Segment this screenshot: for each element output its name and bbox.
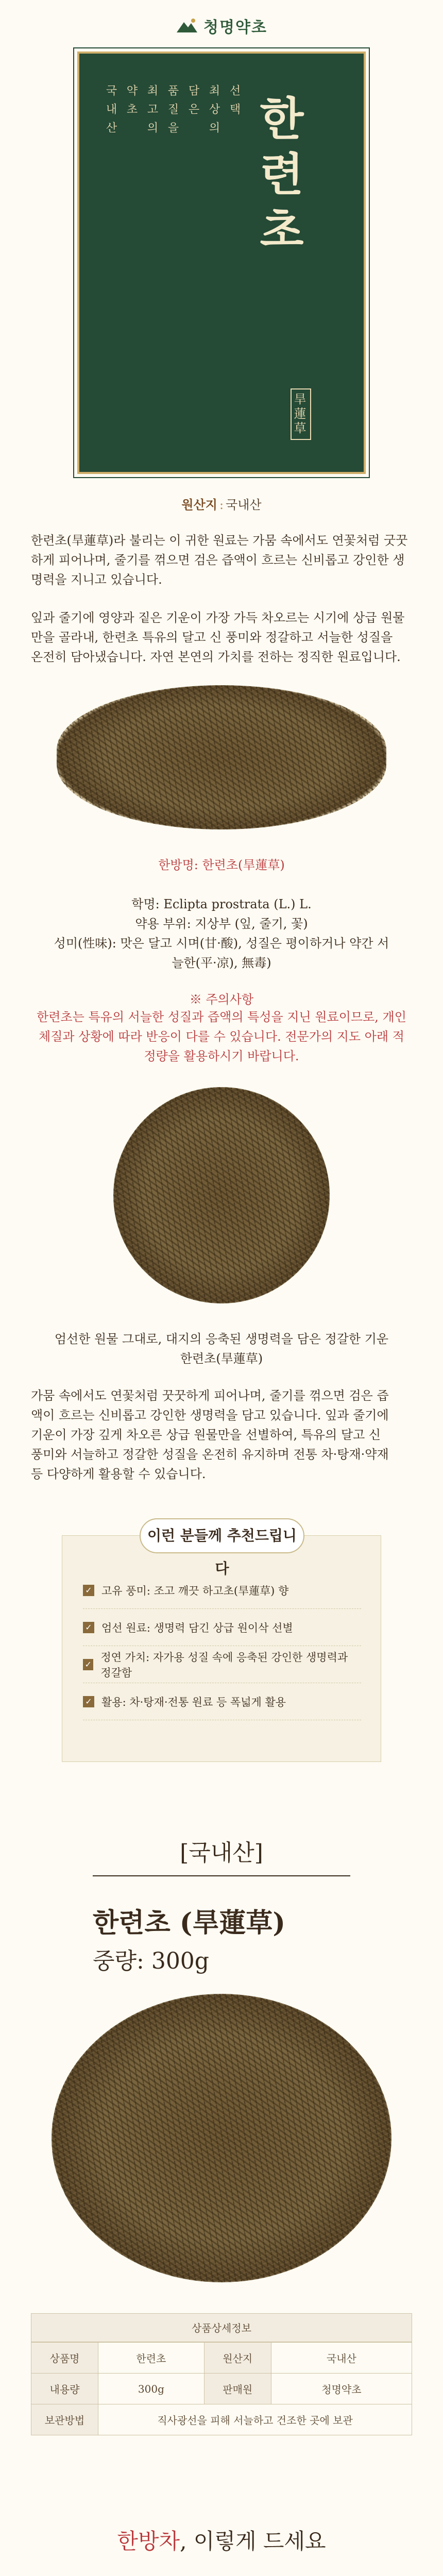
recommend-item xyxy=(83,1572,361,1609)
recommend-list xyxy=(83,1572,361,1720)
table-value: 300g xyxy=(98,2374,205,2404)
recommend-item xyxy=(83,1609,361,1646)
hero-column-5: 담은 xyxy=(186,84,199,122)
caution-note-title: ※ 주의사항 xyxy=(189,992,254,1007)
herb-spec-line: 학명: Eclipta prostrata (L.) L. xyxy=(131,897,312,911)
herb-spec-line: 늘한(平·凉), 無毒) xyxy=(172,956,271,970)
recommend-item-text: 고유 풍미: 조고 깨끗 하고초(旱蓮草) 향 xyxy=(101,1584,289,1597)
mountain-logo-icon xyxy=(176,17,198,35)
origin-value: 국내산 xyxy=(226,498,262,512)
check-icon: ✓ xyxy=(83,1696,94,1707)
table-label: 내용량 xyxy=(31,2374,98,2404)
caution-note-line: 한련초는 특유의 서늘한 성질과 즙액의 특성을 지닌 원료이므로, 개인 xyxy=(37,1010,406,1024)
table-label: 원산지 xyxy=(204,2343,271,2374)
story-line: 풍미와 서늘하고 정갈한 성질을 온전히 유지하며 전통 차·탕재·약재 xyxy=(31,1447,389,1462)
herb-spec-line: 성미(性味): 맛은 달고 시며(甘·酸), 성질은 평이하거나 약간 서 xyxy=(54,936,389,951)
intro-line: 한련초(旱蓮草)라 불리는 이 귀한 원료는 가뭄 속에서도 연꽃처럼 굿꿋 xyxy=(31,533,408,548)
table-label: 상품명 xyxy=(31,2343,98,2374)
howto-heading xyxy=(0,2524,443,2555)
herb-spec-line: 약용 부위: 지상부 (잎, 줄기, 꽃) xyxy=(135,917,308,931)
intro-line: 잎과 줄기에 영양과 짙은 기운이 가장 가득 차오르는 시기에 상급 원물 xyxy=(31,611,405,625)
table-row xyxy=(31,2404,412,2435)
check-icon: ✓ xyxy=(83,1622,94,1633)
intro-paragraph xyxy=(0,531,443,589)
product-weight: 중량: 300g xyxy=(93,1948,209,1974)
table-label: 보관방법 xyxy=(31,2404,98,2435)
table-value: 한련초 xyxy=(98,2343,205,2374)
hero-column-1: 국내산 xyxy=(104,84,117,140)
howto-rest: , 이렇게 드세요 xyxy=(180,2529,326,2554)
hero-title: 한련초 xyxy=(252,95,305,262)
table-value: 청명약초 xyxy=(271,2374,412,2404)
howto-accent: 한방차 xyxy=(117,2529,180,2554)
hero-column-7: 선택 xyxy=(228,84,241,122)
table-value: 직사광선을 피해 서늘하고 건조한 곳에 보관 xyxy=(98,2404,412,2435)
product-info-title: 상품상세정보 xyxy=(31,2313,412,2342)
table-value: 국내산 xyxy=(271,2343,412,2374)
check-icon: ✓ xyxy=(83,1659,93,1670)
intro-line: 온전히 담아냈습니다. 자연 본연의 가치를 전하는 정직한 원료입니다. xyxy=(31,650,401,664)
table-row xyxy=(31,2374,412,2404)
brand-header xyxy=(0,14,443,37)
caution-note-line: 정량을 활용하시기 바랍니다. xyxy=(144,1049,299,1063)
hero-column-4: 품질을 xyxy=(166,84,179,140)
photo-caption-line: 한련초(旱蓮草) xyxy=(180,1351,263,1366)
product-name: 한련초 (旱蓮草) xyxy=(93,1907,286,1939)
story-paragraph xyxy=(0,1386,443,1484)
intro-line: 명력을 지니고 있습니다. xyxy=(31,572,162,587)
product-photo xyxy=(52,1994,391,2282)
hero-column-2: 약초 xyxy=(125,84,138,122)
table-label: 판매원 xyxy=(204,2374,271,2404)
story-line: 가뭄 속에서도 연꽃처럼 꿋꿋하게 피어나며, 줄기를 꺾으면 검은 즙 xyxy=(31,1388,389,1403)
product-origin-tag: [국내산] xyxy=(180,1840,263,1866)
origin-line: 원산지 : 국내산 xyxy=(181,497,262,512)
recommend-item-text: 엄선 원료: 생명력 담긴 상급 원이삭 선별 xyxy=(101,1621,293,1634)
herb-spec xyxy=(0,855,443,973)
story-line: 액이 흐르는 신비롭고 강인한 생명력을 담고 있습니다. 잎과 줄기에 xyxy=(31,1408,389,1422)
herb-bowl-photo xyxy=(113,1087,330,1303)
recommend-item xyxy=(83,1683,361,1720)
table-row xyxy=(31,2343,412,2374)
recommend-box xyxy=(62,1527,381,1762)
hero-banner xyxy=(77,52,366,474)
intro-line: 하게 피어나며, 줄기를 꺾으면 검은 즙액이 흐르는 신비롭고 강인한 생 xyxy=(31,553,405,567)
photo-caption xyxy=(0,1329,443,1368)
check-icon: ✓ xyxy=(83,1585,94,1596)
caution-note xyxy=(0,989,443,1066)
hero-column-6: 최상의 xyxy=(207,84,220,140)
recommend-item xyxy=(83,1646,361,1683)
story-line: 등 다양하게 활용할 수 있습니다. xyxy=(31,1467,206,1481)
photo-caption-line: 엄선한 원물 그대로, 대지의 응축된 생명력을 담은 정갈한 기운 xyxy=(54,1332,389,1346)
intro-paragraph-2 xyxy=(0,608,443,667)
story-line: 기운이 가장 깊게 차오른 상급 원물만을 선별하여, 특유의 달고 신 xyxy=(31,1428,381,1442)
product-info-table xyxy=(31,2313,412,2435)
product-divider xyxy=(93,1875,350,1876)
hero-hanja: 旱蓮草 xyxy=(291,388,311,440)
herb-dish-photo xyxy=(57,685,386,829)
herb-spec-heading: 한방명: 한련초(旱蓮草) xyxy=(158,858,285,872)
caution-note-line: 체질과 상황에 따라 반응이 다를 수 있습니다. 전문가의 지도 아래 적 xyxy=(39,1029,404,1044)
recommend-item-text: 활용: 차·탕재·전통 원료 등 폭넓게 활용 xyxy=(101,1696,286,1708)
intro-line: 만을 골라내, 한련초 특유의 달고 신 풍미와 정갈하고 서늘한 성질을 xyxy=(31,630,393,645)
hero-column-3: 최고의 xyxy=(145,84,158,140)
recommend-title: 이런 분들께 추천드립니다 xyxy=(140,1518,304,1553)
brand-name: 청명약초 xyxy=(203,19,267,37)
origin-label: 원산지 xyxy=(181,497,217,512)
recommend-item-text: 정연 가치: 자가용 성질 속에 응축된 강인한 생명력과 정갈함 xyxy=(100,1651,348,1679)
